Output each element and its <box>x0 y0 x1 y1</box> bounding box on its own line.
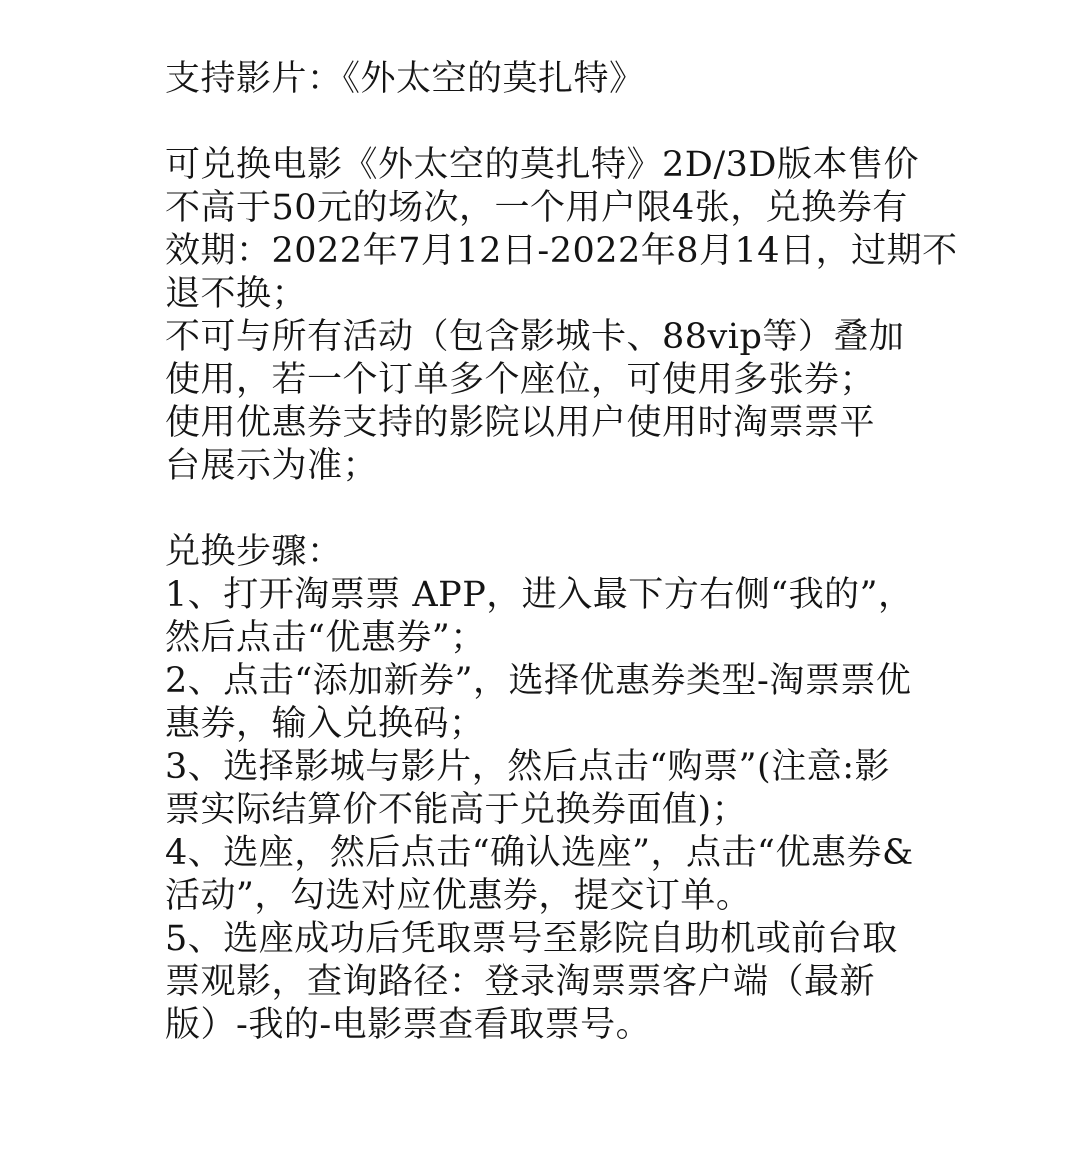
step-line: 4、选座，然后点击“确认选座”，点击“优惠券& <box>165 833 914 873</box>
description-line: 效期：2022年7月12日-2022年8月14日，过期不 <box>165 231 958 271</box>
document-body <box>165 58 958 1047</box>
description-line: 使用优惠券支持的影院以用户使用时淘票票平 <box>165 403 876 443</box>
step-line: 然后点击“优惠券”； <box>165 618 486 658</box>
step-line: 活动”，勾选对应优惠券，提交订单。 <box>165 876 752 916</box>
step-line: 票观影，查询路径：登录淘票票客户端（最新 <box>165 962 876 1002</box>
description-line: 不高于50元的场次，一个用户限4张，兑换券有 <box>165 188 908 228</box>
step-line: 惠券，输入兑换码； <box>165 704 485 744</box>
supported-film-line: 支持影片：《外太空的莫扎特》 <box>165 59 645 99</box>
description-paragraph <box>165 144 958 488</box>
step-line: 票实际结算价不能高于兑换券面值)； <box>165 790 748 830</box>
step-line: 5、选座成功后凭取票号至影院自助机或前台取 <box>165 919 898 959</box>
description-line: 退不换； <box>165 274 308 314</box>
step-line: 2、点击“添加新券”，选择优惠券类型-淘票票优 <box>165 661 912 701</box>
step-line: 版）-我的-电影票查看取票号。 <box>165 1005 652 1045</box>
steps-list <box>165 574 925 1047</box>
paragraph-gap <box>165 488 925 531</box>
step-line: 3、选择影城与影片，然后点击“购票”(注意:影 <box>165 747 891 787</box>
description-line: 台展示为准； <box>165 446 379 486</box>
description-line: 使用，若一个订单多个座位，可使用多张券； <box>165 360 876 400</box>
steps-heading: 兑换步骤： <box>165 532 343 572</box>
description-line: 不可与所有活动（包含影城卡、88vip等）叠加 <box>165 317 905 357</box>
paragraph-gap <box>165 101 925 144</box>
description-line: 可兑换电影《外太空的莫扎特》2D/3D版本售价 <box>165 145 919 185</box>
step-line: 1、打开淘票票 APP，进入最下方右侧“我的”， <box>165 575 914 615</box>
